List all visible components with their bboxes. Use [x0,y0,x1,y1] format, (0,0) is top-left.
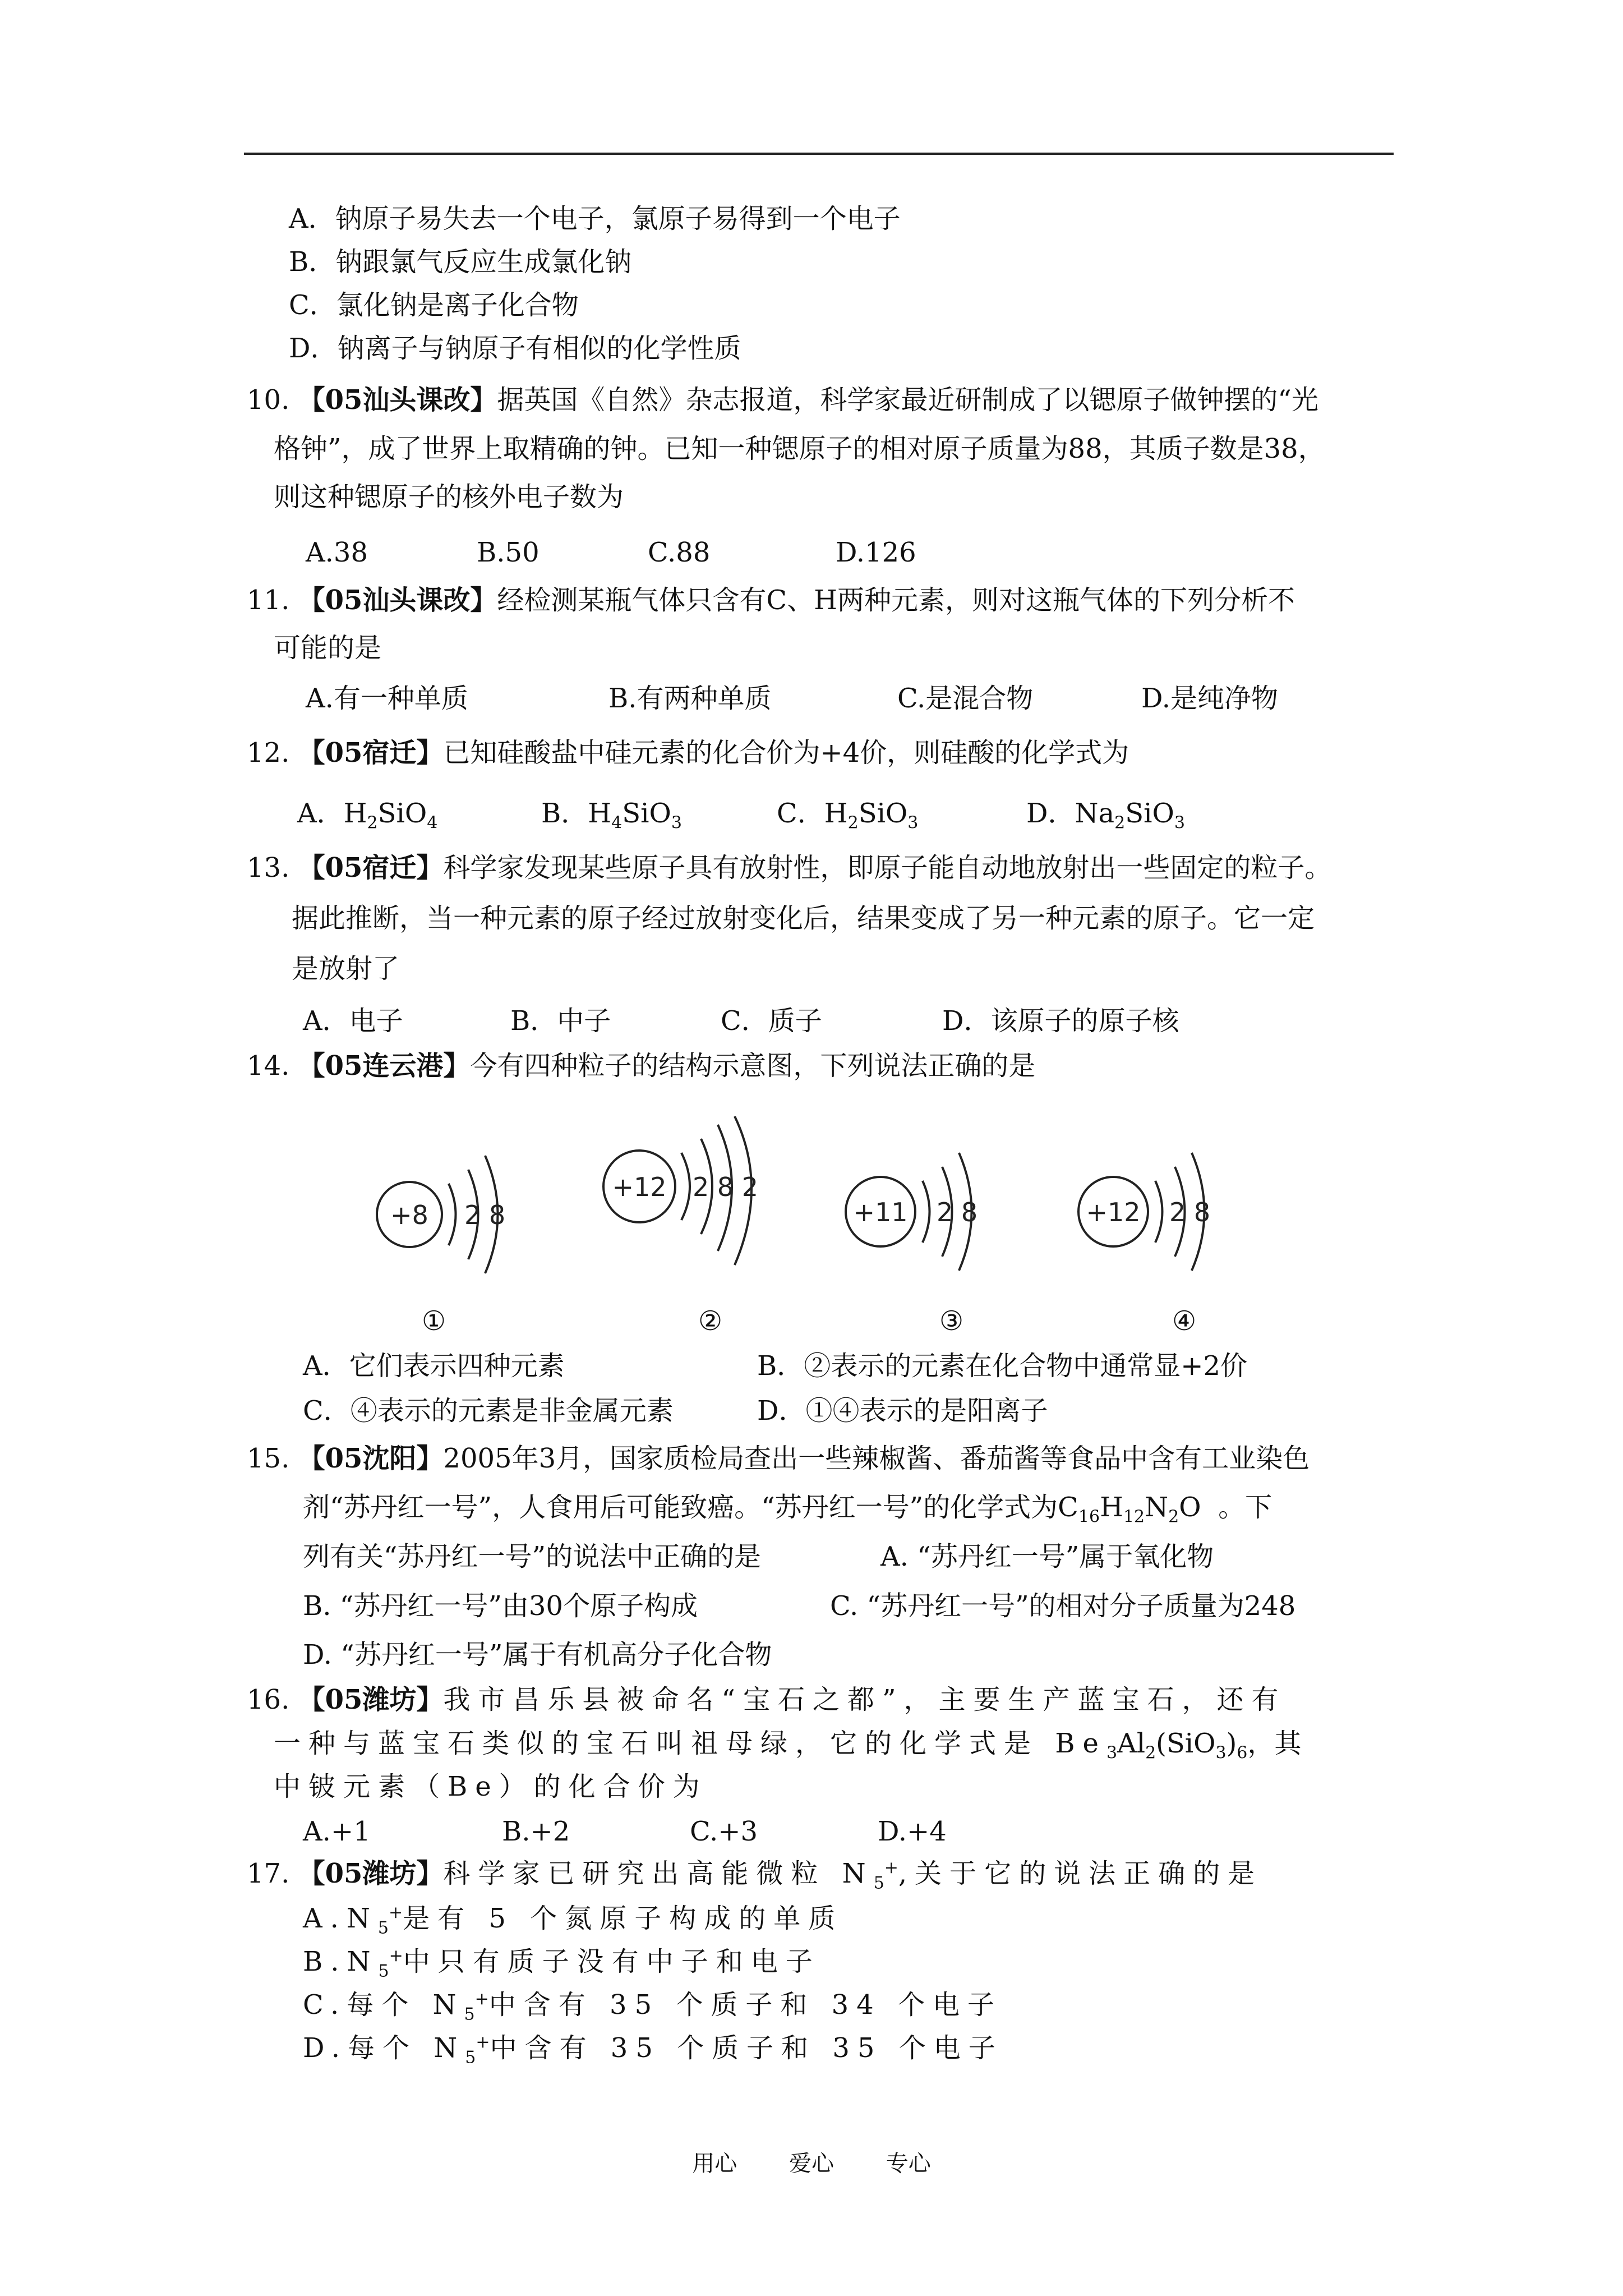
question-source-tag: 【05连云港】 [298,1050,471,1082]
atom-diagram-2 [603,1116,758,1265]
q9-option-a: A．钠原子易失去一个电子，氯原子易得到一个电子 [289,203,901,234]
atom-diagram-4 [1078,1153,1210,1271]
question-source-tag: 【05汕头课改】 [298,585,497,616]
q14-option-a: A．它们表示四种元素 [303,1350,565,1382]
atom-diagram-1 [377,1156,505,1273]
q13-option-d: D．该原子的原子核 [942,1005,1179,1037]
header-rule [244,153,1394,155]
nucleus-charge: +11 [853,1197,908,1227]
q13-text-line-3: 是放射了 [292,953,400,984]
q13-stem [247,851,1331,885]
q15-option-d: D. “苏丹红一号”属于有机高分子化合物 [303,1639,772,1671]
diagram-label-2: ② [698,1305,723,1337]
q14-option-c: C．④表示的元素是非金属元素 [303,1395,674,1427]
nucleus-charge: +12 [1086,1197,1141,1227]
q17-stem: 17. 【05潍坊】科学家已研究出高能微粒 $N_5^+$,关于它的说法正确的是 [247,1858,1263,1893]
question-text: 2005年3月，国家质检局查出一些辣椒酱、番茄酱等食品中含有工业染色 [443,1443,1310,1474]
electron-counts: 2 8 [1169,1197,1211,1227]
question-text: 我市昌乐县被命名“宝石之都”，主要生产蓝宝石，还有 [443,1684,1287,1715]
diagram-label-4: ④ [1172,1305,1197,1337]
q10-option-b: B.50 [477,537,540,568]
q9-option-d: D．钠离子与钠原子有相似的化学性质 [289,333,741,364]
question-number: 16. [247,1684,290,1715]
q10-stem [247,383,1318,417]
q15-option-b: B. “苏丹红一号”由30个原子构成 [303,1590,698,1622]
q15-text-line-3: 列有关“苏丹红一号”的说法中正确的是 [303,1541,762,1572]
question-number: 13. [247,852,290,884]
question-text: 科学家发现某些原子具有放射性，即原子能自动地放射出一些固定的粒子。 [443,852,1332,884]
q17-option-b: $B.N_5^+$中只有质子没有中子和电子 [303,1946,820,1981]
question-source-tag: 【05宿迁】 [298,737,444,769]
q13-option-c: C．质子 [721,1005,822,1037]
q11-stem [247,583,1295,617]
q12-stem [247,736,1129,770]
diagram-label-1: ① [422,1305,446,1337]
q12-option-a: A．$H_2SiO_4$ [297,798,438,833]
q15-option-a: A. “苏丹红一号”属于氧化物 [880,1541,1214,1572]
question-source-tag: 【05宿迁】 [298,852,444,884]
q16-option-d: D.+4 [878,1816,947,1847]
q14-option-b: B．②表示的元素在化合物中通常显+2价 [757,1350,1248,1382]
q11-option-a: A.有一种单质 [306,683,468,714]
electron-shell-arc [449,1184,456,1245]
question-number: 12. [247,737,290,769]
electron-shell-arc [923,1181,930,1243]
question-text: 经检测某瓶气体只含有C、H两种元素，则对这瓶气体的下列分析不 [497,585,1295,616]
question-text: 已知硅酸盐中硅元素的化合价为+4价，则硅酸的化学式为 [443,737,1129,769]
q9-option-b: B．钠跟氯气反应生成氯化钠 [289,246,632,278]
q13-option-a: A．电子 [303,1005,403,1037]
question-number: 14. [247,1050,290,1082]
atom-diagram-3 [846,1153,978,1271]
q12-option-b: B．$H_4SiO_3$ [541,798,682,833]
q15-text-line-2: 剂“苏丹红一号”，人食用后可能致癌。“苏丹红一号”的化学式为$C_{16}H_{12}N_2O$ 。下 [303,1492,1272,1527]
question-source-tag: 【05潍坊】 [298,1858,444,1889]
question-number: 10. [247,384,290,416]
q16-option-b: B.+2 [502,1816,570,1847]
chemical-formula: $C_{16}H_{12}N_2O$ [1058,1492,1201,1527]
nucleus-charge: +12 [612,1172,667,1202]
footer-text-1: 用心 [692,2151,737,2177]
question-number: 15. [247,1443,290,1474]
question-text: 据英国《自然》杂志报道，科学家最近研制成了以锶原子做钟摆的“光 [497,384,1318,416]
page-footer [0,2146,1623,2178]
electron-counts: 2 8 [464,1200,506,1230]
q15-option-c: C. “苏丹红一号”的相对分子质量为248 [830,1590,1296,1622]
question-source-tag: 【05潍坊】 [298,1684,444,1715]
q10-option-c: C.88 [648,537,711,568]
question-number: 11. [247,585,290,616]
q9-option-c: C．氯化钠是离子化合物 [289,289,579,321]
q11-option-d: D.是纯净物 [1141,683,1279,714]
q10-option-a: A.38 [306,537,368,568]
q16-stem [247,1683,1287,1717]
nucleus-charge: +8 [390,1200,428,1230]
q16-text-line-3: 中铍元素（Be）的化合价为 [274,1771,708,1802]
q10-text-line-2: 格钟”，成了世界上取精确的钟。已知一种锶原子的相对原子质量为88，其质子数是38， [274,433,1325,464]
question-number: 17. [247,1858,290,1889]
q13-option-b: B．中子 [510,1005,611,1037]
footer-text-3: 专心 [886,2151,931,2177]
question-text: 今有四种粒子的结构示意图，下列说法正确的是 [470,1050,1036,1082]
q16-text-line-2: 一种与蓝宝石类似的宝石叫祖母绿，它的化学式是 $Be_3Al_2(SiO_3)_6$，其 [274,1728,1302,1763]
q13-text-line-2: 据此推断，当一种元素的原子经过放射变化后，结果变成了另一种元素的原子。它一定 [292,903,1315,934]
q10-option-d: D.126 [836,537,916,568]
question-source-tag: 【05沈阳】 [298,1443,444,1474]
q14-option-d: D．①④表示的是阳离子 [757,1395,1048,1427]
electron-counts: 2 8 [937,1197,978,1227]
electron-shell-arc [681,1153,690,1220]
q12-option-d: D．$Na_2SiO_3$ [1026,798,1185,833]
q16-option-a: A.+1 [303,1816,371,1847]
q14-stem [247,1049,1035,1083]
question-source-tag: 【05汕头课改】 [298,384,497,416]
q11-text-line-2: 可能的是 [274,632,382,664]
electron-counts: 2 8 2 [693,1172,759,1202]
q15-stem [247,1442,1310,1475]
q16-option-c: C.+3 [690,1816,758,1847]
atomic-structure-diagrams [314,1116,1267,1301]
q12-option-c: C．$H_2SiO_3$ [777,798,919,833]
electron-shell-arc [1155,1181,1163,1243]
q17-option-d: D.每个 $N_5^+$中含有 35 个质子和 35 个电子 [303,2032,1003,2068]
q17-option-c: C.每个 $N_5^+$中含有 35 个质子和 34 个电子 [303,1989,1002,2024]
diagram-label-3: ③ [939,1305,964,1337]
footer-text-2: 爱心 [789,2151,834,2177]
q17-option-a: $A.N_5^+$是有 5 个氮原子构成的单质 [303,1903,843,1938]
q11-option-c: C.是混合物 [897,683,1034,714]
q10-text-line-3: 则这种锶原子的核外电子数为 [274,481,624,513]
q11-option-b: B.有两种单质 [608,683,772,714]
